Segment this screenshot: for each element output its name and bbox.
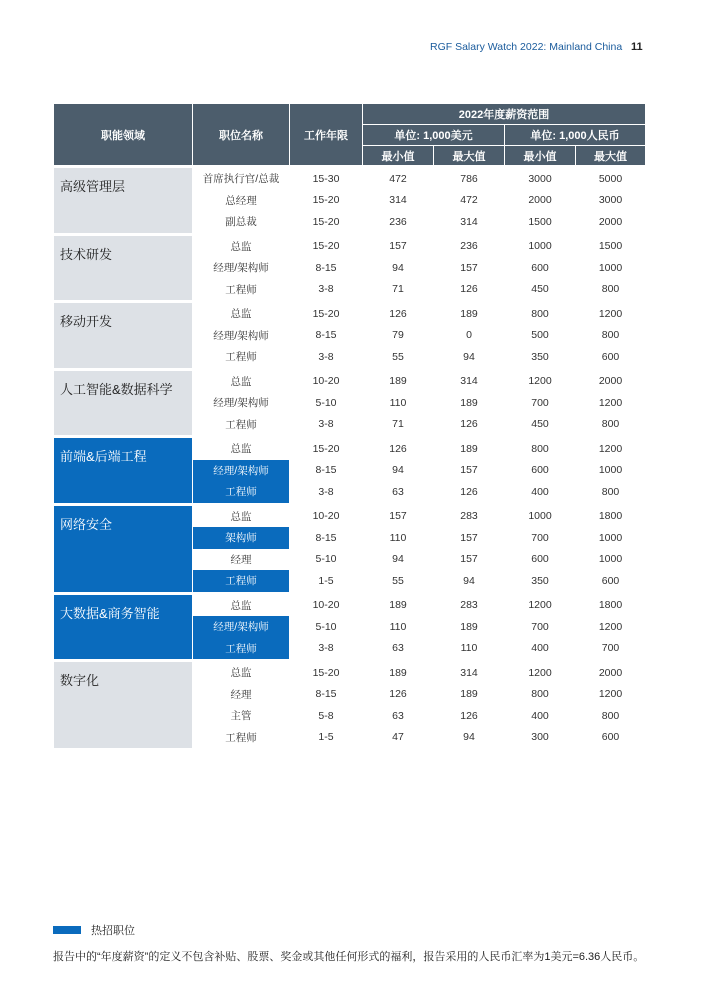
rmb-min-cell: 1000 [505,234,576,257]
years-cell: 15-20 [290,211,363,234]
domain-cell: 数字化 [54,661,193,749]
years-cell: 8-15 [290,684,363,706]
years-cell: 3-8 [290,346,363,369]
years-cell: 8-15 [290,257,363,279]
rmb-max-cell: 700 [576,638,646,661]
rmb-max-cell: 600 [576,727,646,749]
years-cell: 10-20 [290,504,363,527]
usd-max-cell: 110 [434,638,505,661]
rmb-min-cell: 700 [505,392,576,414]
page-number: 11 [631,41,643,53]
table-row [54,167,646,190]
rmb-min-cell: 1200 [505,369,576,392]
table-row [54,661,646,684]
usd-max-cell: 283 [434,504,505,527]
rmb-min-cell: 500 [505,325,576,347]
table-row [54,369,646,392]
years-cell: 15-20 [290,190,363,212]
years-cell: 15-20 [290,302,363,325]
position-cell: 经理 [193,549,290,571]
years-cell: 8-15 [290,527,363,549]
rmb-min-cell: 350 [505,570,576,593]
salary-table [53,103,646,748]
usd-min-cell: 71 [363,414,434,437]
usd-max-cell: 126 [434,705,505,727]
position-cell: 工程师 [193,727,290,749]
rmb-max-cell: 1000 [576,527,646,549]
rmb-max-cell: 800 [576,481,646,504]
rmb-max-cell: 1800 [576,593,646,616]
rmb-max-cell: 600 [576,570,646,593]
rmb-max-cell: 1200 [576,616,646,638]
usd-max-cell: 126 [434,279,505,302]
position-cell: 首席执行官/总裁 [193,167,290,190]
header-unit-rmb: 单位: 1,000人民币 [505,125,646,146]
usd-min-cell: 126 [363,302,434,325]
usd-max-cell: 472 [434,190,505,212]
header-usd-min: 最小值 [363,146,434,167]
years-cell: 15-20 [290,234,363,257]
years-cell: 8-15 [290,460,363,482]
usd-min-cell: 94 [363,257,434,279]
rmb-max-cell: 1200 [576,437,646,460]
rmb-min-cell: 600 [505,549,576,571]
table-row [54,593,646,616]
position-cell: 经理/架构师 [193,325,290,347]
position-cell: 总监 [193,661,290,684]
years-cell: 3-8 [290,279,363,302]
usd-min-cell: 47 [363,727,434,749]
rmb-min-cell: 450 [505,414,576,437]
usd-max-cell: 189 [434,302,505,325]
header-salary-range: 2022年度薪资范围 [363,104,646,125]
usd-max-cell: 314 [434,369,505,392]
usd-min-cell: 236 [363,211,434,234]
table-row [54,437,646,460]
usd-max-cell: 786 [434,167,505,190]
usd-min-cell: 63 [363,705,434,727]
years-cell: 15-30 [290,167,363,190]
rmb-max-cell: 800 [576,279,646,302]
usd-min-cell: 63 [363,481,434,504]
domain-cell: 人工智能&数据科学 [54,369,193,437]
position-cell: 总监 [193,437,290,460]
usd-max-cell: 189 [434,392,505,414]
header-rmb-min: 最小值 [505,146,576,167]
rmb-max-cell: 1000 [576,257,646,279]
header-usd-max: 最大值 [434,146,505,167]
rmb-max-cell: 5000 [576,167,646,190]
position-cell: 架构师 [193,527,290,549]
position-cell: 工程师 [193,638,290,661]
legend [53,922,135,938]
usd-max-cell: 189 [434,616,505,638]
usd-max-cell: 189 [434,437,505,460]
position-cell: 工程师 [193,481,290,504]
usd-min-cell: 189 [363,369,434,392]
usd-min-cell: 126 [363,437,434,460]
position-cell: 工程师 [193,570,290,593]
usd-max-cell: 236 [434,234,505,257]
usd-min-cell: 314 [363,190,434,212]
table-row [54,234,646,257]
years-cell: 1-5 [290,727,363,749]
usd-max-cell: 126 [434,414,505,437]
usd-max-cell: 314 [434,661,505,684]
usd-min-cell: 110 [363,392,434,414]
usd-min-cell: 55 [363,346,434,369]
rmb-max-cell: 1200 [576,302,646,325]
usd-max-cell: 157 [434,257,505,279]
years-cell: 10-20 [290,593,363,616]
usd-min-cell: 472 [363,167,434,190]
domain-cell: 前端&后端工程 [54,437,193,505]
table-row [54,302,646,325]
rmb-min-cell: 800 [505,684,576,706]
usd-min-cell: 71 [363,279,434,302]
years-cell: 5-10 [290,392,363,414]
usd-min-cell: 110 [363,527,434,549]
years-cell: 5-8 [290,705,363,727]
rmb-max-cell: 1800 [576,504,646,527]
rmb-min-cell: 800 [505,302,576,325]
rmb-min-cell: 800 [505,437,576,460]
years-cell: 15-20 [290,437,363,460]
salary-table-body [54,167,646,749]
usd-max-cell: 126 [434,481,505,504]
position-cell: 主管 [193,705,290,727]
rmb-max-cell: 600 [576,346,646,369]
position-cell: 总经理 [193,190,290,212]
rmb-min-cell: 400 [505,638,576,661]
usd-min-cell: 189 [363,661,434,684]
header-domain: 职能领域 [54,104,193,167]
usd-max-cell: 283 [434,593,505,616]
usd-min-cell: 157 [363,234,434,257]
usd-max-cell: 94 [434,727,505,749]
position-cell: 经理/架构师 [193,460,290,482]
rmb-min-cell: 600 [505,460,576,482]
usd-max-cell: 0 [434,325,505,347]
legend-swatch [53,926,81,934]
years-cell: 1-5 [290,570,363,593]
rmb-max-cell: 1500 [576,234,646,257]
position-cell: 总监 [193,504,290,527]
rmb-max-cell: 2000 [576,211,646,234]
header-rmb-max: 最大值 [576,146,646,167]
usd-min-cell: 189 [363,593,434,616]
usd-max-cell: 189 [434,684,505,706]
rmb-max-cell: 1000 [576,549,646,571]
years-cell: 3-8 [290,414,363,437]
rmb-min-cell: 450 [505,279,576,302]
rmb-min-cell: 700 [505,616,576,638]
usd-max-cell: 157 [434,549,505,571]
rmb-max-cell: 2000 [576,661,646,684]
rmb-min-cell: 3000 [505,167,576,190]
usd-min-cell: 55 [363,570,434,593]
rmb-min-cell: 400 [505,481,576,504]
years-cell: 10-20 [290,369,363,392]
rmb-max-cell: 3000 [576,190,646,212]
domain-cell: 移动开发 [54,302,193,370]
usd-max-cell: 157 [434,527,505,549]
usd-min-cell: 63 [363,638,434,661]
rmb-min-cell: 600 [505,257,576,279]
usd-max-cell: 94 [434,570,505,593]
position-cell: 工程师 [193,414,290,437]
usd-max-cell: 157 [434,460,505,482]
position-cell: 经理/架构师 [193,257,290,279]
table-row [54,504,646,527]
position-cell: 经理/架构师 [193,392,290,414]
position-cell: 经理 [193,684,290,706]
position-cell: 经理/架构师 [193,616,290,638]
position-cell: 副总裁 [193,211,290,234]
rmb-min-cell: 350 [505,346,576,369]
position-cell: 总监 [193,593,290,616]
rmb-min-cell: 300 [505,727,576,749]
rmb-max-cell: 800 [576,325,646,347]
legend-label: 热招职位 [91,925,135,937]
position-cell: 工程师 [193,346,290,369]
footnote: 报告中的“年度薪资”的定义不包含补贴、股票、奖金或其他任何形式的福利，报告采用的人民币汇率为1美元=6.36人民币。 [53,951,645,963]
header-position: 职位名称 [193,104,290,167]
rmb-min-cell: 400 [505,705,576,727]
rmb-max-cell: 1200 [576,684,646,706]
rmb-min-cell: 2000 [505,190,576,212]
header-unit-usd: 单位: 1,000美元 [363,125,505,146]
rmb-max-cell: 1200 [576,392,646,414]
usd-min-cell: 126 [363,684,434,706]
years-cell: 3-8 [290,638,363,661]
usd-max-cell: 314 [434,211,505,234]
rmb-max-cell: 1000 [576,460,646,482]
usd-min-cell: 94 [363,460,434,482]
years-cell: 15-20 [290,661,363,684]
position-cell: 总监 [193,302,290,325]
position-cell: 总监 [193,369,290,392]
rmb-min-cell: 1000 [505,504,576,527]
rmb-max-cell: 800 [576,414,646,437]
rmb-max-cell: 2000 [576,369,646,392]
years-cell: 3-8 [290,481,363,504]
position-cell: 总监 [193,234,290,257]
usd-min-cell: 79 [363,325,434,347]
rmb-min-cell: 1200 [505,593,576,616]
years-cell: 5-10 [290,616,363,638]
usd-min-cell: 157 [363,504,434,527]
usd-max-cell: 94 [434,346,505,369]
salary-table-header [54,104,646,167]
domain-cell: 网络安全 [54,504,193,593]
domain-cell: 技术研发 [54,234,193,302]
years-cell: 8-15 [290,325,363,347]
header-years: 工作年限 [290,104,363,167]
usd-min-cell: 94 [363,549,434,571]
years-cell: 5-10 [290,549,363,571]
domain-cell: 高级管理层 [54,167,193,235]
rmb-max-cell: 800 [576,705,646,727]
rmb-min-cell: 1500 [505,211,576,234]
rmb-min-cell: 1200 [505,661,576,684]
position-cell: 工程师 [193,279,290,302]
usd-min-cell: 110 [363,616,434,638]
page-header-title: RGF Salary Watch 2022: Mainland China [430,41,623,53]
rmb-min-cell: 700 [505,527,576,549]
domain-cell: 大数据&商务智能 [54,593,193,661]
